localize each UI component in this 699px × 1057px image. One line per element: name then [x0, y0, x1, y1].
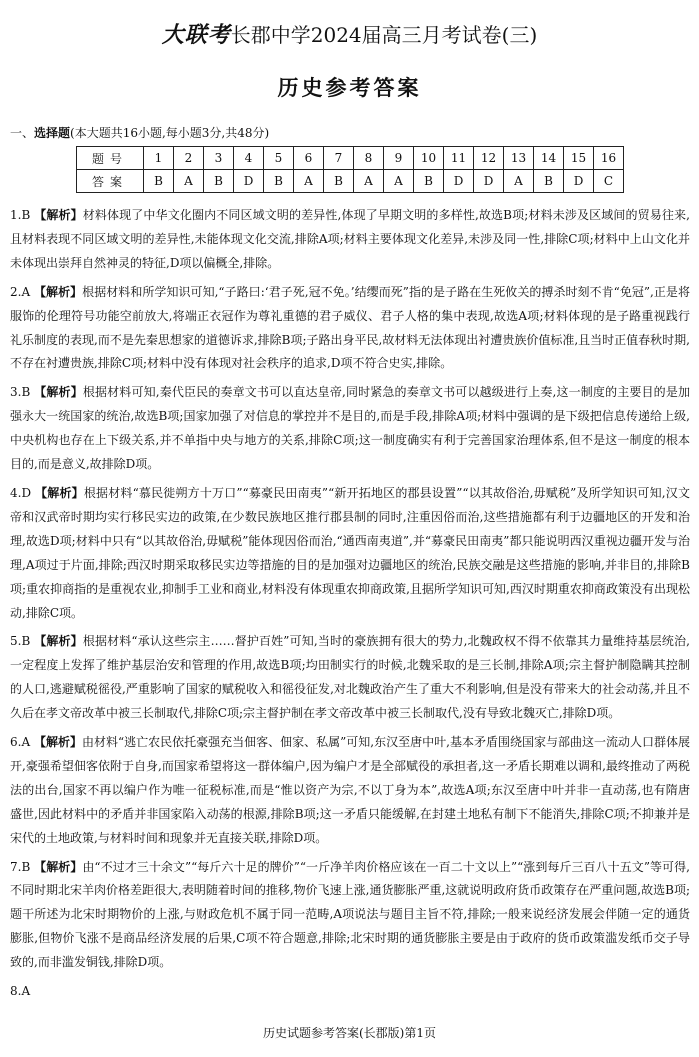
exam-header — [0, 18, 699, 49]
answer-cell: B — [204, 170, 234, 193]
explanation-item — [10, 731, 690, 851]
explanation-item — [10, 281, 690, 377]
exam-title: 长郡中学2024届高三月考试卷(三) — [230, 23, 538, 47]
explanation-item — [10, 856, 690, 976]
analysis-keyword: 【解析】 — [34, 859, 83, 874]
analysis-keyword: 【解析】 — [34, 385, 83, 400]
question-number-row — [77, 147, 624, 170]
question-number-cell: 13 — [504, 147, 534, 170]
item-number: 2.A — [10, 284, 31, 299]
question-number-cell: 14 — [534, 147, 564, 170]
answer-cell: B — [324, 170, 354, 193]
question-number-cell: 10 — [414, 147, 444, 170]
answer-cell: D — [564, 170, 594, 193]
explanation-item — [10, 980, 690, 1004]
analysis-keyword: 【解析】 — [34, 634, 83, 649]
question-number-cell: 5 — [264, 147, 294, 170]
analysis-keyword: 【解析】 — [33, 735, 82, 750]
explanation-item — [10, 381, 690, 477]
item-text: 由“不过才三十余文”“每斤六十足的牌价”“一斤净羊肉价格应该在一百二十文以上”“涨到每斤三百八十五文”等可得,不同时期北宋羊肉价格差距很大,表明随着时间的推移,物价飞速上涨,通货膨胀严重,这就说明政府货币政策存在严重问题,故选B项;题干所述为北宋时期物价的上涨,与财政危机不属于同一范畴,A项说法与题目主旨不符,排除;一般来说经济发展会伴随一定的通货膨胀,但物价飞涨不是商品经济发展的后果,C项不符合题意,排除;北宋时期的通货膨胀主要是由于政府的货币政策滥发纸币交子导致的,而非滥发铜钱,排除D项。 — [10, 859, 690, 970]
item-number: 7.B — [10, 859, 31, 874]
answer-cell: B — [144, 170, 174, 193]
answer-cell: C — [594, 170, 624, 193]
answer-cell: D — [234, 170, 264, 193]
analysis-keyword: 【解析】 — [33, 284, 83, 299]
explanation-list — [10, 204, 690, 1009]
item-number: 8.A — [10, 984, 31, 999]
section-name: 选择题 — [34, 126, 71, 140]
question-number-cell: 2 — [174, 147, 204, 170]
question-number-cell: 9 — [384, 147, 414, 170]
item-text: 根据材料可知,秦代臣民的奏章文书可以直达皇帝,同时紧急的奏章文书可以越级进行上奏,这一制度的主要目的是加强永大一统国家的统治,故选B项;国家加强了对信息的掌控并不是目的,而是手段,排除A项;材料中强调的是下级把信息传递给上级,中央机构也存在上下级关系,并不单指中央与地方的关系,排除C项;这一制度确实有利于完善国家治理体系,但不是这一制度的根本目的,而是意义,故排除D项。 — [10, 385, 690, 472]
question-number-cell: 15 — [564, 147, 594, 170]
answer-cell: D — [444, 170, 474, 193]
answer-cell: A — [174, 170, 204, 193]
item-number: 4.D — [10, 485, 32, 500]
analysis-keyword: 【解析】 — [35, 485, 84, 500]
section-number: 一、 — [10, 126, 35, 140]
question-number-cell: 8 — [354, 147, 384, 170]
brand-logo: 大联考 — [161, 22, 231, 48]
item-text: 材料体现了中华文化圈内不同区域文明的差异性,体现了早期文明的多样性,故选B项;材料未涉及区域间的贸易往来,且材料表现不同区域文明的差异性,未能体现文化交流,排除A项;材料主要体现文化差异,未涉及同一性,排除C项;材料中上山文化并未体现出崇拜自然神灵的特征,D项以偏概全,排除。 — [10, 208, 690, 270]
explanation-item — [10, 204, 690, 276]
item-text: 由材料“逃亡农民依托豪强充当佃客、佃家、私属”可知,东汉至唐中叶,基本矛盾围绕国家与部曲这一流动人口群体展开,豪强希望佃客依附于自身,而国家希望将这一群体编户,因为编户才是全部赋役的承担者,这一矛盾长期难以调和,最终推动了两税法的出台,国家不再以编户作为唯一征税标准,而是“惟以资产为宗,不以丁身为本”,故选A项;东汉至唐中叶并非一直动荡,也有隋唐盛世,因此材料中的矛盾并非国家陷入动荡的根源,排除B项;这一矛盾只能缓解,在封建土地私有制下不能消失,排除C项;不抑兼并是宋代的土地政策,与材料时间和现象并无直接关联,排除D项。 — [10, 735, 690, 845]
item-text: 根据材料“承认这些宗主……督护百姓”可知,当时的豪族拥有很大的势力,北魏政权不得不依靠其力量维持基层统治,一定程度上发挥了维护基层治安和管理的作用,故选B项;均田制实行的时候,北魏采取的是三长制,排除A项;宗主督护制隐瞒其控制的人口,逃避赋税徭役,严重影响了国家的赋税收入和徭役征发,对北魏政治产生了重大不利影响,但是没有带来大的社会动荡,并且不久后在孝文帝改革中被三长制取代,排除C项;宗主督护制在孝文帝改革中被三长制取代,没有导致北魏灭亡,排除D项。 — [10, 634, 690, 721]
answer-key-table — [76, 146, 624, 193]
answer-cell: A — [504, 170, 534, 193]
question-number-cell: 16 — [594, 147, 624, 170]
item-number: 3.B — [10, 385, 31, 400]
question-number-cell: 4 — [234, 147, 264, 170]
section-heading — [10, 124, 269, 141]
item-text: 根据材料和所学知识可知,“子路曰:‘君子死,冠不免。’结缨而死”指的是子路在生死攸关的搏杀时刻不肯“免冠”,正是将服饰的伦理符号功能空前放大,将端正衣冠作为尊礼重德的君子威仪、君子人格的集中表现,故选A项;材料体现的是子路重视践行礼乐制度的表现,而不是先秦思想家的道德诉求,排除B项;子路出身平民,故材料无法体现出衬遭贵族价值标准,且当时正值春秋时期,不存在衬遭贵族,排除C项;材料中没有体现对社会秩序的追求,D项不符合史实,排除。 — [10, 284, 690, 371]
explanation-item — [10, 482, 690, 625]
answer-cell: D — [474, 170, 504, 193]
question-number-cell: 12 — [474, 147, 504, 170]
question-number-cell: 7 — [324, 147, 354, 170]
document-title: 历史参考答案 — [277, 76, 422, 100]
question-number-cell: 6 — [294, 147, 324, 170]
explanation-item — [10, 630, 690, 726]
answer-cell: A — [294, 170, 324, 193]
answer-cell: B — [534, 170, 564, 193]
answer-row — [77, 170, 624, 193]
analysis-keyword: 【解析】 — [34, 208, 83, 222]
answer-label: 答案 — [77, 170, 144, 193]
item-number: 5.B — [10, 634, 31, 649]
question-number-cell: 1 — [144, 147, 174, 170]
question-number-cell: 3 — [204, 147, 234, 170]
answer-cell: A — [354, 170, 384, 193]
answer-cell: B — [414, 170, 444, 193]
section-note: (本大题共16小题,每小题3分,共48分) — [70, 126, 270, 140]
answer-cell: A — [384, 170, 414, 193]
item-number: 6.A — [10, 735, 31, 750]
page-footer: 历史试题参考答案(长郡版)第1页 — [263, 1026, 436, 1040]
question-number-label: 题号 — [77, 147, 144, 170]
question-number-cell: 11 — [444, 147, 474, 170]
item-number: 1.B — [10, 208, 31, 222]
answer-cell: B — [264, 170, 294, 193]
item-text: 根据材料“慕民徙朔方十万口”“募豪民田南夷”“新开拓地区的郡县设置”“以其故俗治,毋赋税”及所学知识可知,汉文帝和汉武帝时期均实行移民实边的政策,在少数民族地区推行郡县制的同时,注重因俗而治,这些措施都有利于边疆地区的开发和治理,故选D项;材料中只有“以其故俗治,毋赋税”能体现因俗而治,“通西南夷道”,并“募豪民田南夷”都只能说明西汉重视边疆开发与治理,A项过于片面,排除;西汉时期采取移民实边等措施的目的是加强对边疆地区的统治,民族交融是这些措施的影响,并非目的,排除B项;重农抑商指的是重视农业,抑制手工业和商业,材料没有体现重农抑商政策,且据所学知识可知,西汉时期重农抑商政策没有出现松动,排除C项。 — [10, 485, 690, 620]
